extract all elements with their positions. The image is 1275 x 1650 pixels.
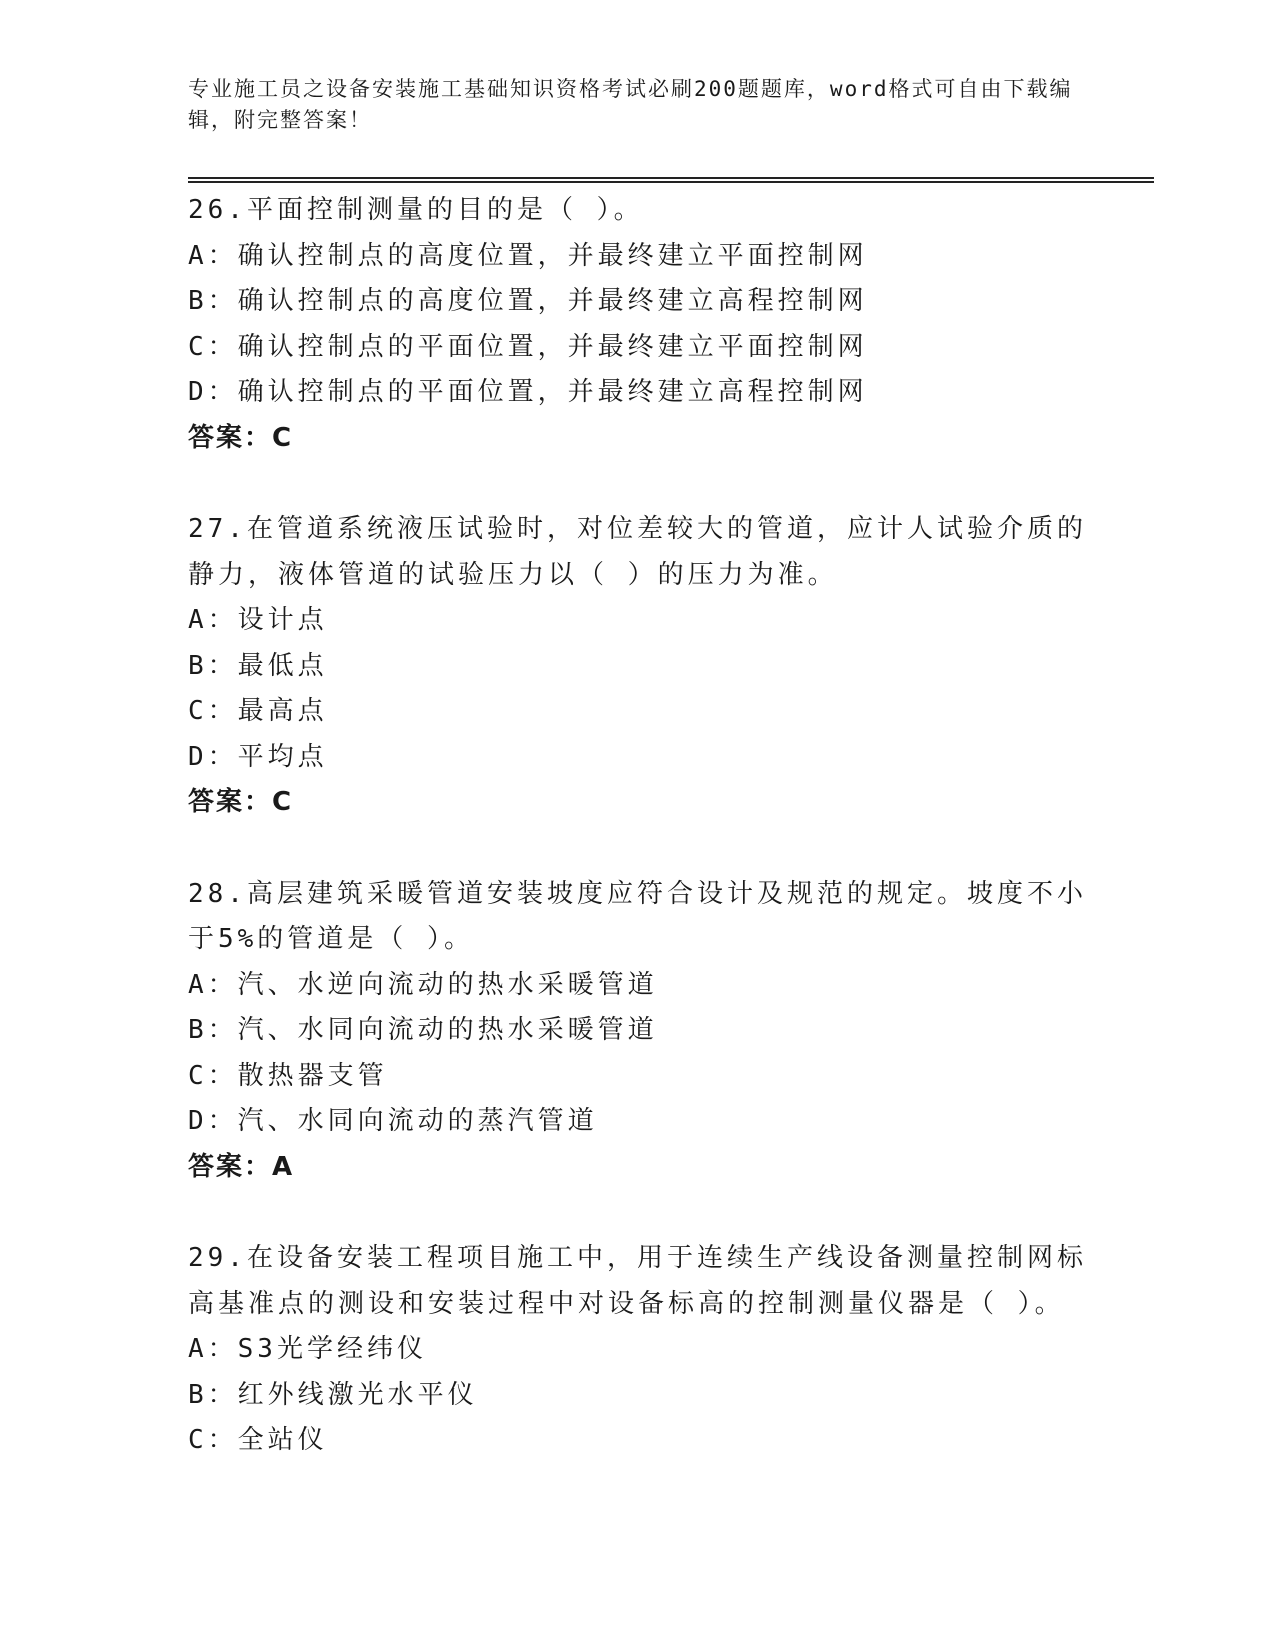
option-a: A：汽、水逆向流动的热水采暖管道 [188, 969, 658, 1000]
question-stem: 27.在管道系统液压试验时，对位差较大的管道，应计人试验介质的静力，液体管道的试验压力以（ ）的压力为准。 [188, 514, 1087, 590]
answer: 答案：A [188, 1151, 295, 1182]
option-c: C：散热器支管 [188, 1060, 388, 1091]
question-29 [188, 1236, 1088, 1464]
answer: 答案：C [188, 422, 294, 453]
option-c: C：最高点 [188, 696, 328, 726]
option-a: A：设计点 [188, 605, 328, 635]
option-d: D：汽、水同向流动的蒸汽管道 [188, 1106, 598, 1136]
question-stem: 28.高层建筑采暖管道安装坡度应符合设计及规范的规定。坡度不小于5%的管道是（ ）。 [188, 878, 1087, 954]
question-list [188, 188, 1088, 1510]
answer: 答案：C [188, 787, 294, 817]
question-27 [188, 507, 1088, 826]
option-b: B：汽、水同向流动的热水采暖管道 [188, 1015, 658, 1045]
option-b: B：红外线激光水平仪 [188, 1379, 478, 1410]
header-divider-bottom [188, 181, 1154, 183]
option-a: A：S3光学经纬仪 [188, 1334, 427, 1364]
option-d: D：平均点 [188, 741, 328, 772]
option-c: C：确认控制点的平面位置，并最终建立平面控制网 [188, 331, 868, 362]
question-28 [188, 872, 1088, 1191]
question-stem: 26.平面控制测量的目的是（ ）。 [188, 195, 644, 225]
header-divider-top [188, 177, 1154, 179]
option-c: C：全站仪 [188, 1425, 328, 1455]
option-b: B：确认控制点的高度位置，并最终建立高程控制网 [188, 286, 868, 316]
option-b: B：最低点 [188, 650, 328, 681]
question-stem: 29.在设备安装工程项目施工中，用于连续生产线设备测量控制网标高基准点的测设和安装过程中对设备标高的控制测量仪器是（ ）。 [188, 1243, 1087, 1319]
option-a: A：确认控制点的高度位置，并最终建立平面控制网 [188, 240, 868, 271]
option-d: D：确认控制点的平面位置，并最终建立高程控制网 [188, 377, 868, 407]
question-26 [188, 188, 1088, 461]
document-header: 专业施工员之设备安装施工基础知识资格考试必刷200题题库，word格式可自由下载编辑，附完整答案！ [188, 77, 1073, 132]
